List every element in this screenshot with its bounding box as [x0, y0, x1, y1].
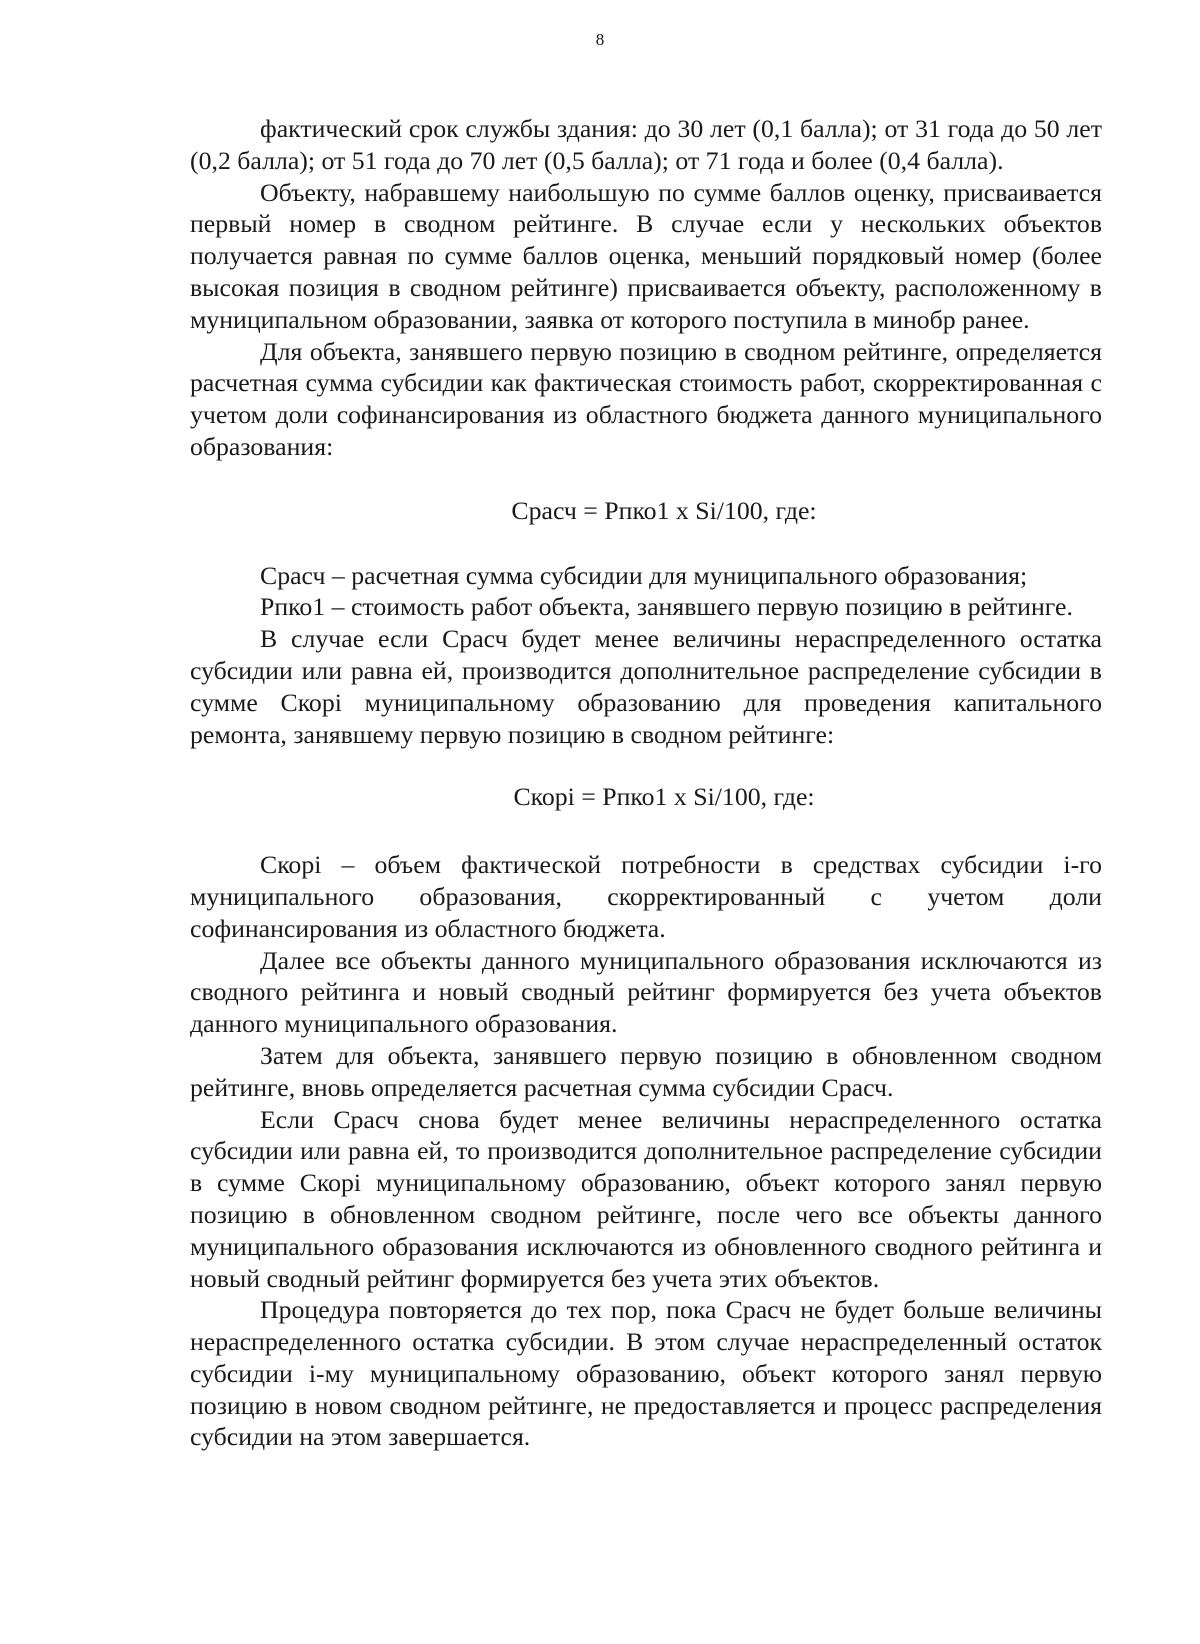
paragraph-procedure-end: Процедура повторяется до тех пор, пока Срасч не будет больше величины нераспределенного остатка субсидии. В этом случае нераспределенный остаток субсидии i-му муниципальному образованию, объект которого занял первую позицию в новом сводном рейтинге, не предоставляется и процесс распределения субсидии на этом завершается.: [190, 1295, 1102, 1452]
paragraph-repeat-distribution: Если Срасч снова будет менее величины нераспределенного остатка субсидии или равна ей, то производится дополнительное распределение субсидии в сумме Скорi муниципальному образованию, объект которого занял первую позицию в обновленном сводном рейтинге, после чего все объекты данного муниципального образования исключаются из обновленного сводного рейтинга и новый сводный рейтинг формируется без учета этих объектов.: [190, 1104, 1102, 1293]
definition-srasch: Срасч – расчетная сумма субсидии для муниципального образования;: [260, 560, 1028, 590]
paragraph-first-position: Для объекта, занявшего первую позицию в сводном рейтинге, определяется расчетная сумма субсидии как фактическая стоимость работ, скорректированная с учетом доли софинансирования из областного бюджета данного муниципального образования:: [190, 336, 1102, 461]
paragraph-ranking-rule: Объекту, набравшему наибольшую по сумме баллов оценку, присваивается первый номер в сводном рейтинге. В случае если у нескольких объектов получается равная по сумме баллов оценка, меньший порядковый номер (более высокая позиция в сводном рейтинге) присваивается объекту, расположенному в муниципальном образовании, заявка от которого поступила в минобр ранее.: [190, 177, 1102, 334]
page-number: 8: [595, 30, 605, 49]
formula-srasch: Срасч = Рпко1 х Si/100, где:: [511, 495, 817, 525]
document-body: [190, 113, 1102, 1453]
definition-rpko1: Рпко1 – стоимость работ объекта, занявшего первую позицию в рейтинге.: [260, 592, 1073, 622]
paragraph-updated-rating: Затем для объекта, занявшего первую позицию в обновленном сводном рейтинге, вновь определяется расчетная сумма субсидии Срасч.: [190, 1040, 1102, 1102]
formula-skori: Скорi = Рпко1 х Si/100, где:: [513, 782, 815, 812]
paragraph-building-age: фактический срок службы здания: до 30 лет (0,1 балла); от 31 года до 50 лет (0,2 балла); от 51 года до 70 лет (0,5 балла); от 71 года и более (0,4 балла).: [190, 114, 1102, 175]
paragraph-exclusion: Далее все объекты данного муниципального образования исключаются из сводного рейтинга и новый сводный рейтинг формируется без учета объектов данного муниципального образования.: [190, 945, 1102, 1039]
definition-skori: Скорi – объем фактической потребности в средствах субсидии i-го муниципального образования, скорректированный с учетом доли софинансирования из областного бюджета.: [190, 850, 1102, 943]
paragraph-additional-distribution: В случае если Срасч будет менее величины нераспределенного остатка субсидии или равна ей, производится дополнительное распределение субсидии в сумме Скорi муниципальному образованию для проведения капитального ремонта, занявшему первую позицию в сводном рейтинге:: [190, 624, 1102, 749]
